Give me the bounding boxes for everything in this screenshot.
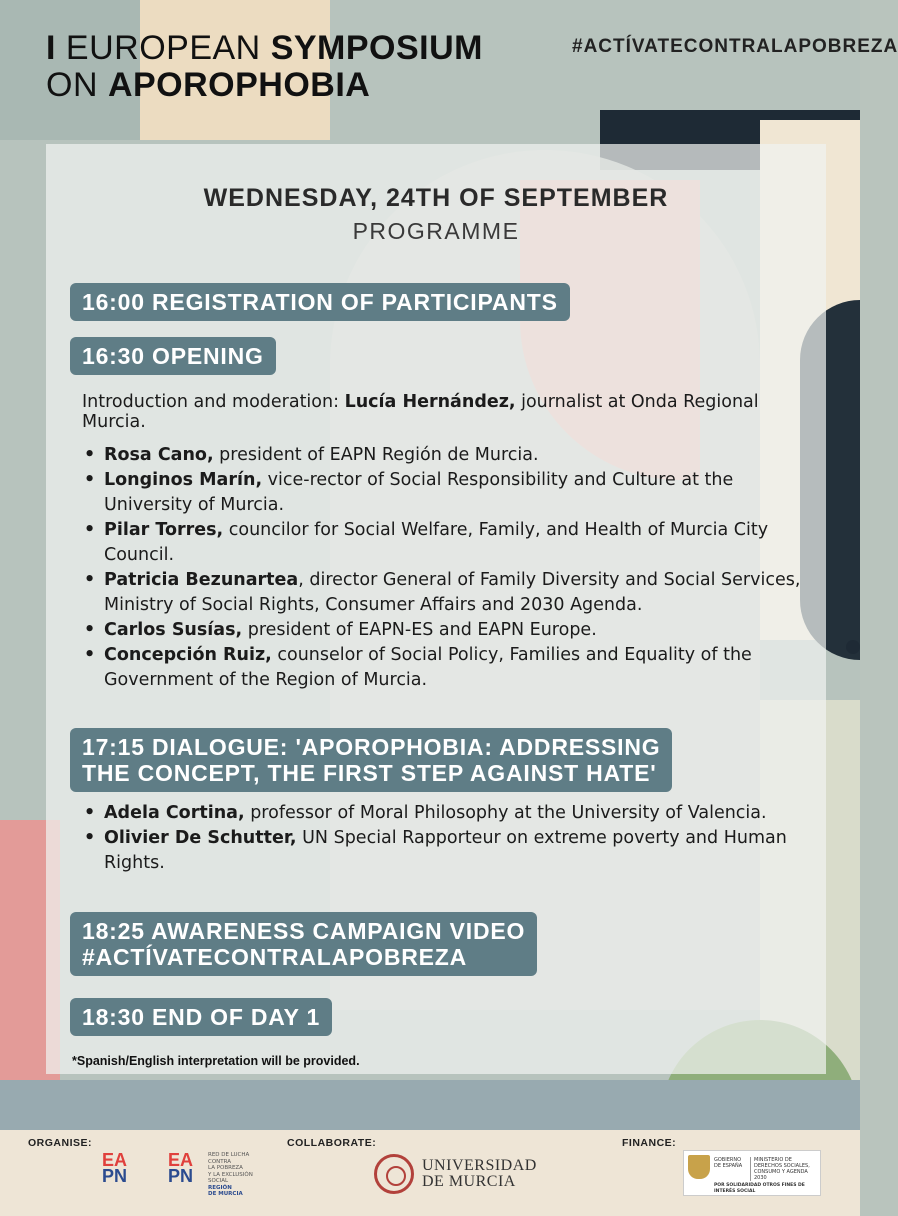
dialogue-speaker-list: [82, 801, 802, 876]
opening-introduction: Introduction and moderation: Lucía Hernández, journalist at Onda Regional Murcia.: [82, 392, 759, 432]
dialogue-heading: 17:15 DIALOGUE: 'APOROPHOBIA: ADDRESSING THE CONCEPT, THE FIRST STEP AGAINST HATE': [70, 728, 672, 792]
event-title: I EUROPEAN SYMPOSIUM ON APOROPHOBIA: [46, 29, 483, 104]
speaker-item: • Rosa Cano, president of EAPN Región de Murcia.: [82, 443, 802, 468]
campaign-hashtag: #ACTÍVATECONTRALAPOBREZA: [572, 36, 898, 57]
university-logo-text: UNIVERSIDAD DE MURCIA: [422, 1157, 537, 1190]
coat-of-arms-icon: [688, 1155, 710, 1179]
collaborate-label: COLLABORATE:: [287, 1137, 377, 1149]
speaker-item: • Carlos Susías, president of EAPN-ES and EAPN Europe.: [82, 618, 802, 643]
speaker-item: • Concepción Ruiz, counselor of Social Policy, Families and Equality of the Government of the Region of Murcia.: [82, 643, 802, 693]
programme-subtitle: PROGRAMME: [352, 218, 520, 244]
opening-speaker-list: [82, 443, 802, 693]
speaker-item: • Adela Cortina, professor of Moral Philosophy at the University of Valencia.: [82, 801, 802, 826]
eapn-murcia-logo: EA PN: [168, 1150, 194, 1186]
end-heading: 18:30 END OF DAY 1: [70, 998, 332, 1036]
speaker-item: • Olivier De Schutter, UN Special Rapporteur on extreme poverty and Human Rights.: [82, 826, 802, 876]
speaker-item: • Pilar Torres, councilor for Social Welfare, Family, and Health of Murcia City Council.: [82, 518, 802, 568]
speaker-item: • Patricia Bezunartea, director General of Family Diversity and Social Services, Ministry of Social Rights, Consumer Affairs and 2030 Agenda.: [82, 568, 802, 618]
interpretation-note: *Spanish/English interpretation will be provided.: [72, 1054, 360, 1068]
university-seal-icon: [374, 1154, 414, 1194]
eapn-murcia-text: RED DE LUCHA CONTRA LA POBREZA Y LA EXCLUSIÓN SOCIAL REGIÓN DE MURCIA: [208, 1152, 253, 1197]
opening-heading: 16:30 OPENING: [70, 337, 276, 375]
eapn-europe-logo: EA PN: [102, 1150, 128, 1186]
organise-label: ORGANISE:: [28, 1137, 93, 1149]
registration-heading: 16:00 REGISTRATION OF PARTICIPANTS: [70, 283, 570, 321]
programme-day: WEDNESDAY, 24TH OF SEPTEMBER: [203, 184, 669, 212]
video-heading: 18:25 AWARENESS CAMPAIGN VIDEO #ACTÍVATECONTRALAPOBREZA: [70, 912, 537, 976]
speaker-item: • Longinos Marín, vice-rector of Social Responsibility and Culture at the University of Murcia.: [82, 468, 802, 518]
finance-label: FINANCE:: [622, 1137, 677, 1149]
government-logo: GOBIERNO DE ESPAÑA MINISTERIO DE DERECHOS SOCIALES, CONSUMO Y AGENDA 2030 POR SOLIDARIDAD OTROS FINES DE INTERÉS SOCIAL: [683, 1150, 821, 1196]
